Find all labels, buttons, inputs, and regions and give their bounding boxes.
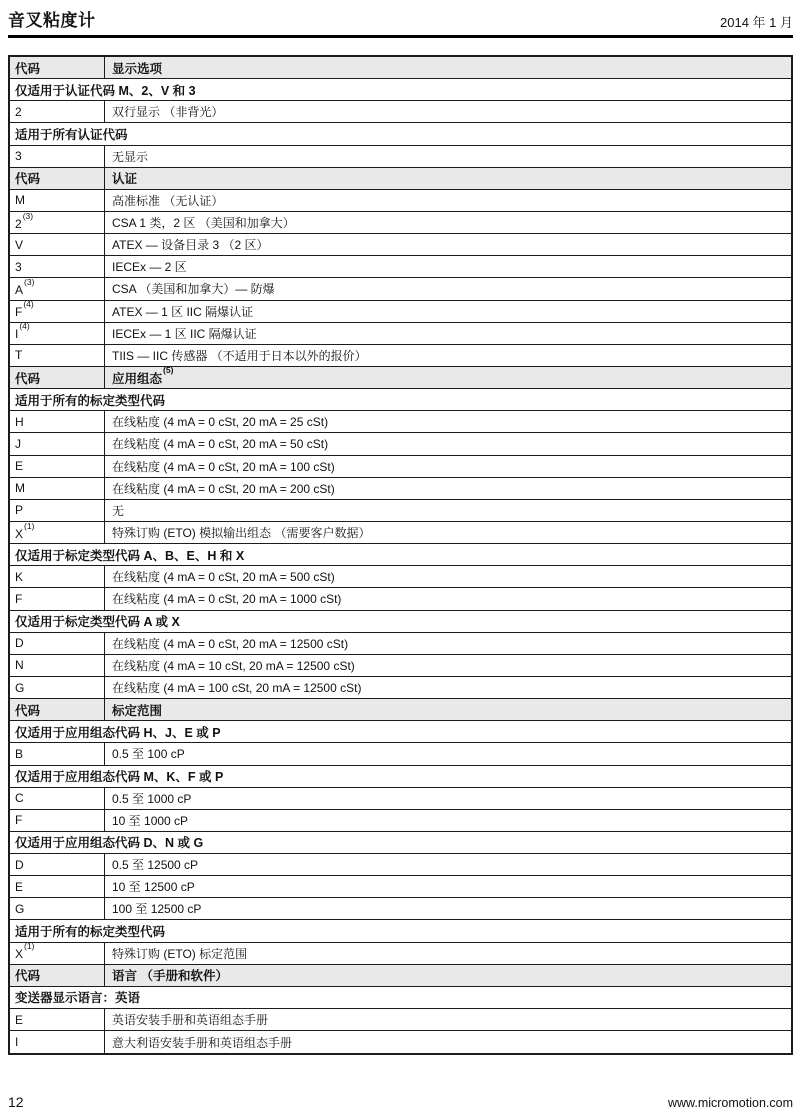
code-cell <box>10 57 105 78</box>
table-data-row <box>10 677 791 699</box>
code-value: P <box>15 503 24 518</box>
table-data-row <box>10 898 791 920</box>
description-value: 在线粘度 (4 mA = 0 cSt, 20 mA = 200 cSt) <box>112 481 335 496</box>
table-data-row <box>10 478 791 500</box>
description-cell <box>105 677 791 698</box>
description-value: 双行显示 （非背光） <box>112 105 224 120</box>
section-label: 适用于所有的标定类型代码 <box>15 925 166 940</box>
code-cell <box>10 190 105 211</box>
description-value: 100 至 12500 cP <box>112 902 202 917</box>
code-value: J <box>15 436 21 451</box>
description-cell <box>105 301 791 322</box>
description-cell <box>105 588 791 609</box>
code-cell <box>10 965 105 986</box>
table-section-row <box>10 987 791 1009</box>
table-data-row <box>10 522 791 544</box>
code-value: $I^{(4)}$ <box>15 322 30 342</box>
description-cell <box>105 278 791 299</box>
description-cell <box>105 212 791 233</box>
description-cell <box>105 234 791 255</box>
table-header-row <box>10 367 791 389</box>
code-value: F <box>15 591 23 606</box>
code-value: 2$^{(3)}$ <box>15 211 34 231</box>
description-cell <box>105 965 791 986</box>
description-value: 特殊订购 (ETO) 模拟输出组态 （需要客户数据） <box>112 526 371 541</box>
table-header-row <box>10 57 791 79</box>
code-cell <box>10 854 105 875</box>
description-value: IECEx — 1 区 IIC 隔爆认证 <box>112 326 257 341</box>
code-value: G <box>15 901 25 916</box>
table-data-row <box>10 278 791 300</box>
table-data-row <box>10 655 791 677</box>
code-value: 2 <box>15 104 22 119</box>
section-label: 仅适用于标定类型代码 A、B、E、H 和 X <box>15 548 245 563</box>
code-value: F <box>15 813 23 828</box>
description-value: TIIS — IIC 传感器 （不适用于日本以外的报价） <box>112 348 367 363</box>
code-value: M <box>15 481 25 496</box>
description-cell <box>105 854 791 875</box>
code-value: I <box>15 1035 19 1050</box>
section-label: 适用于所有认证代码 <box>15 127 128 142</box>
table-data-row <box>10 456 791 478</box>
code-cell <box>10 411 105 432</box>
table-data-row <box>10 1031 791 1053</box>
description-cell <box>105 190 791 211</box>
footnote-superscript: (1) <box>24 521 35 531</box>
description-value: 在线粘度 (4 mA = 0 cSt, 20 mA = 50 cSt) <box>112 437 329 452</box>
code-value: 3 <box>15 259 22 274</box>
code-cell <box>10 433 105 454</box>
code-cell <box>10 588 105 609</box>
code-cell <box>10 367 105 388</box>
description-value: IECEx — 2 区 <box>112 260 187 275</box>
section-label: 仅适用于认证代码 M、2、V 和 3 <box>15 83 196 98</box>
description-cell <box>105 456 791 477</box>
description-cell <box>105 433 791 454</box>
code-cell <box>10 876 105 897</box>
section-label: 变送器显示语言：英语 <box>15 991 141 1006</box>
description-value: 英语安装手册和英语组态手册 <box>112 1013 269 1028</box>
code-value: 代码 <box>15 172 41 187</box>
description-value: 在线粘度 (4 mA = 10 cSt, 20 mA = 12500 cSt) <box>112 658 355 673</box>
code-value: 代码 <box>15 703 41 718</box>
code-cell <box>10 146 105 167</box>
code-value: $F^{(4)}$ <box>15 300 34 320</box>
table-data-row <box>10 101 791 123</box>
table-section-row <box>10 766 791 788</box>
table-data-row <box>10 411 791 433</box>
table-section-row <box>10 920 791 942</box>
code-cell <box>10 168 105 189</box>
description-cell <box>105 1031 791 1053</box>
code-cell <box>10 478 105 499</box>
description-cell <box>105 898 791 919</box>
description-cell <box>105 633 791 654</box>
footnote-superscript: (5) <box>163 366 174 376</box>
description-value: 意大利语安装手册和英语组态手册 <box>112 1035 293 1050</box>
table-data-row <box>10 854 791 876</box>
code-cell <box>10 301 105 322</box>
code-cell <box>10 323 105 344</box>
code-cell <box>10 500 105 521</box>
table-data-row <box>10 876 791 898</box>
document-footer <box>8 1094 793 1110</box>
section-label: 仅适用于标定类型代码 A 或 X <box>15 615 180 630</box>
code-value: D <box>15 636 24 651</box>
description-value: 在线粘度 (4 mA = 100 cSt, 20 mA = 12500 cSt) <box>112 681 362 695</box>
section-label: 仅适用于应用组态代码 H、J、E 或 P <box>15 725 221 740</box>
description-cell <box>105 345 791 366</box>
code-cell <box>10 943 105 964</box>
description-cell <box>105 256 791 277</box>
description-cell <box>105 810 791 831</box>
description-value: 应用组态$^{(5)}$ <box>112 366 174 386</box>
footnote-superscript: (4) <box>23 300 34 310</box>
table-data-row <box>10 743 791 765</box>
description-value: 无显示 <box>112 149 149 164</box>
code-cell <box>10 898 105 919</box>
code-value: 代码 <box>15 61 41 76</box>
table-data-row <box>10 500 791 522</box>
code-value: K <box>15 569 24 584</box>
description-value: 高准标准 （无认证） <box>112 193 224 208</box>
table-section-row <box>10 611 791 633</box>
description-cell <box>105 168 791 189</box>
description-cell <box>105 57 791 78</box>
table-data-row <box>10 810 791 832</box>
description-value: 在线粘度 (4 mA = 0 cSt, 20 mA = 25 cSt) <box>112 415 329 430</box>
description-cell <box>105 1009 791 1030</box>
description-value: 无 <box>112 503 125 518</box>
code-value: 代码 <box>15 969 41 984</box>
table-data-row <box>10 788 791 810</box>
code-cell <box>10 743 105 764</box>
description-value: 认证 <box>112 172 138 187</box>
table-header-row <box>10 699 791 721</box>
table-data-row <box>10 256 791 278</box>
description-cell <box>105 500 791 521</box>
code-value: G <box>15 680 25 695</box>
code-value: $X^{(1)}$ <box>15 942 35 962</box>
section-label: 仅适用于应用组态代码 D、N 或 G <box>15 836 204 851</box>
code-value: C <box>15 791 24 806</box>
description-value: CSA （美国和加拿大）— 防爆 <box>112 282 275 297</box>
section-label: 适用于所有的标定类型代码 <box>15 393 166 408</box>
description-cell <box>105 566 791 587</box>
table-data-row <box>10 301 791 323</box>
code-cell <box>10 699 105 720</box>
code-value: D <box>15 857 24 872</box>
description-value: 10 至 12500 cP <box>112 880 195 895</box>
code-cell <box>10 256 105 277</box>
code-cell <box>10 1009 105 1030</box>
code-cell <box>10 633 105 654</box>
code-cell <box>10 655 105 676</box>
document-date: 2014 年 1 月 <box>720 15 793 30</box>
code-value: $X^{(1)}$ <box>15 521 35 541</box>
description-value: 显示选项 <box>112 61 163 76</box>
code-cell <box>10 278 105 299</box>
code-value: M <box>15 193 25 208</box>
description-value: 特殊订购 (ETO) 标定范围 <box>112 946 248 961</box>
code-cell <box>10 522 105 543</box>
code-value: $A^{(3)}$ <box>15 278 35 297</box>
table-section-row <box>10 123 791 145</box>
table-header-row <box>10 965 791 987</box>
table-section-row <box>10 544 791 566</box>
description-value: ATEX — 1 区 IIC 隔爆认证 <box>112 304 254 319</box>
description-value: 语言 （手册和软件） <box>112 969 228 984</box>
footnote-superscript: (4) <box>19 322 30 332</box>
description-cell <box>105 699 791 720</box>
table-section-row <box>10 721 791 743</box>
code-cell <box>10 456 105 477</box>
description-value: 在线粘度 (4 mA = 0 cSt, 20 mA = 12500 cSt) <box>112 636 349 651</box>
description-cell <box>105 146 791 167</box>
description-value: 0.5 至 12500 cP <box>112 858 199 873</box>
section-label: 仅适用于应用组态代码 M、K、F 或 P <box>15 770 224 785</box>
table-data-row <box>10 190 791 212</box>
table-data-row <box>10 1009 791 1031</box>
website-link: www.micromotion.com <box>667 1096 793 1110</box>
description-cell <box>105 411 791 432</box>
code-value: H <box>15 414 24 429</box>
description-cell <box>105 522 791 543</box>
description-cell <box>105 788 791 809</box>
table-data-row <box>10 633 791 655</box>
description-cell <box>105 943 791 964</box>
description-value: 在线粘度 (4 mA = 0 cSt, 20 mA = 100 cSt) <box>112 459 335 474</box>
ordering-code-table <box>8 55 793 1055</box>
code-cell <box>10 677 105 698</box>
code-value: 3 <box>15 149 22 164</box>
code-cell <box>10 101 105 122</box>
description-cell <box>105 478 791 499</box>
table-data-row <box>10 588 791 610</box>
code-value: E <box>15 1012 24 1027</box>
description-value: CSA 1 类，2 区 （美国和加拿大） <box>112 216 295 231</box>
code-cell <box>10 212 105 233</box>
footnote-superscript: (3) <box>24 278 35 287</box>
description-value: 0.5 至 1000 cP <box>112 791 192 806</box>
table-data-row <box>10 212 791 234</box>
code-cell <box>10 566 105 587</box>
table-data-row <box>10 943 791 965</box>
page-number: 12 <box>8 1094 24 1110</box>
code-value: N <box>15 658 24 673</box>
footnote-superscript: (1) <box>24 942 35 952</box>
code-cell <box>10 788 105 809</box>
code-cell <box>10 1031 105 1053</box>
description-value: 10 至 1000 cP <box>112 813 189 828</box>
table-data-row <box>10 234 791 256</box>
footnote-superscript: (3) <box>22 211 34 221</box>
table-data-row <box>10 323 791 345</box>
code-value: E <box>15 459 24 474</box>
description-cell <box>105 367 791 388</box>
table-section-row <box>10 832 791 854</box>
description-cell <box>105 876 791 897</box>
document-header <box>8 6 793 38</box>
description-value: 0.5 至 100 cP <box>112 747 185 762</box>
code-value: E <box>15 879 24 894</box>
description-cell <box>105 743 791 764</box>
description-cell <box>105 655 791 676</box>
code-cell <box>10 234 105 255</box>
table-header-row <box>10 168 791 190</box>
description-value: 在线粘度 (4 mA = 0 cSt, 20 mA = 500 cSt) <box>112 570 335 585</box>
code-value: T <box>15 348 23 363</box>
description-value: ATEX — 设备目录 3 （2 区） <box>112 238 269 253</box>
code-cell <box>10 810 105 831</box>
table-data-row <box>10 433 791 455</box>
code-value: B <box>15 746 24 761</box>
code-value: V <box>15 237 24 252</box>
code-value: 代码 <box>15 371 41 386</box>
description-value: 在线粘度 (4 mA = 0 cSt, 20 mA = 1000 cSt) <box>112 592 342 607</box>
table-data-row <box>10 345 791 367</box>
description-cell <box>105 101 791 122</box>
description-value: 标定范围 <box>112 703 163 718</box>
table-data-row <box>10 566 791 588</box>
page-title: 音叉粘度计 <box>8 11 96 30</box>
description-cell <box>105 323 791 344</box>
table-section-row <box>10 79 791 101</box>
table-data-row <box>10 146 791 168</box>
code-cell <box>10 345 105 366</box>
table-section-row <box>10 389 791 411</box>
